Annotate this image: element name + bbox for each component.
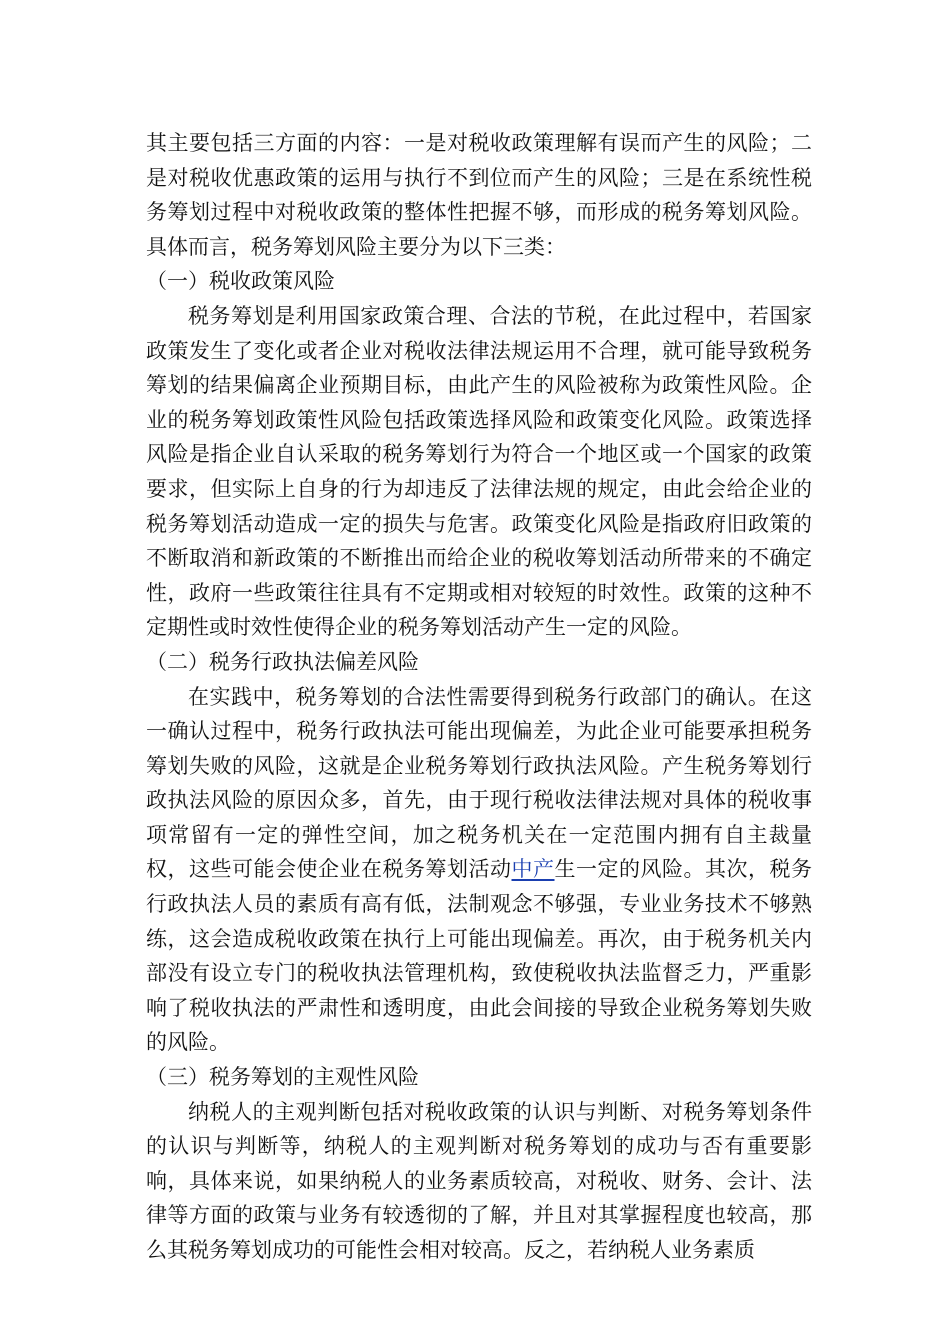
section-heading-subjective-risk: （三）税务筹划的主观性风险	[146, 1065, 419, 1090]
section-body-enforcement-risk	[146, 680, 812, 1061]
document-page	[146, 126, 812, 1268]
enforcement-text-before-link: 在实践中，税务筹划的合法性需要得到税务行政部门的确认。在这一确认过程中，税务行政执法可能出现偏差，为此企业可能要承担税务筹划失败的风险，这就是企业税务筹划行政执法风险。产生税务筹划行政执法风险的原因众多，首先，由于现行税收法律法规对具体的税收事项常留有一定的弹性空间，加之税务机关在一定范围内拥有自主裁量权，这些可能会使企业在税务筹划活动	[146, 684, 812, 882]
section-heading-enforcement-risk: （二）税务行政执法偏差风险	[146, 649, 419, 674]
section-heading-policy-risk: （一）税收政策风险	[146, 269, 335, 294]
inline-hyperlink[interactable]: 中产	[511, 857, 555, 882]
section-body-subjective-risk: 纳税人的主观判断包括对税收政策的认识与判断、对税务筹划条件的认识与判断等，纳税人的主观判断对税务筹划的成功与否有重要影响，具体来说，如果纳税人的业务素质较高，对税收、财务、会计、法律等方面的政策与业务有较透彻的了解，并且对其掌握程度也较高，那么其税务筹划成功的可能性会相对较高。反之，若纳税人业务素质	[146, 1099, 812, 1262]
enforcement-text-after-link: 生一定的风险。其次，税务行政执法人员的素质有高有低，法制观念不够强，专业业务技术不够熟练，这会造成税收政策在执行上可能出现偏差。再次，由于税务机关内部没有设立专门的税收执法管理机构，致使税收执法监督乏力，严重影响了税收执法的严肃性和透明度，由此会间接的导致企业税务筹划失败的风险。	[146, 857, 812, 1055]
intro-paragraph: 其主要包括三方面的内容：一是对税收政策理解有误而产生的风险；二是对税收优惠政策的运用与执行不到位而产生的风险；三是在系统性税务筹划过程中对税收政策的整体性把握不够，而形成的税务筹划风险。具体而言，税务筹划风险主要分为以下三类：	[146, 131, 812, 259]
section-body-policy-risk: 税务筹划是利用国家政策合理、合法的节税，在此过程中，若国家政策发生了变化或者企业对税收法律法规运用不合理，就可能导致税务筹划的结果偏离企业预期目标，由此产生的风险被称为政策性风险。企业的税务筹划政策性风险包括政策选择风险和政策变化风险。政策选择风险是指企业自认采取的税务筹划行为符合一个地区或一个国家的政策要求，但实际上自身的行为却违反了法律法规的规定，由此会给企业的税务筹划活动造成一定的损失与危害。政策变化风险是指政府旧政策的不断取消和新政策的不断推出而给企业的税收筹划活动所带来的不确定性，政府一些政策往往具有不定期或相对较短的时效性。政策的这种不定期性或时效性使得企业的税务筹划活动产生一定的风险。	[146, 303, 812, 640]
